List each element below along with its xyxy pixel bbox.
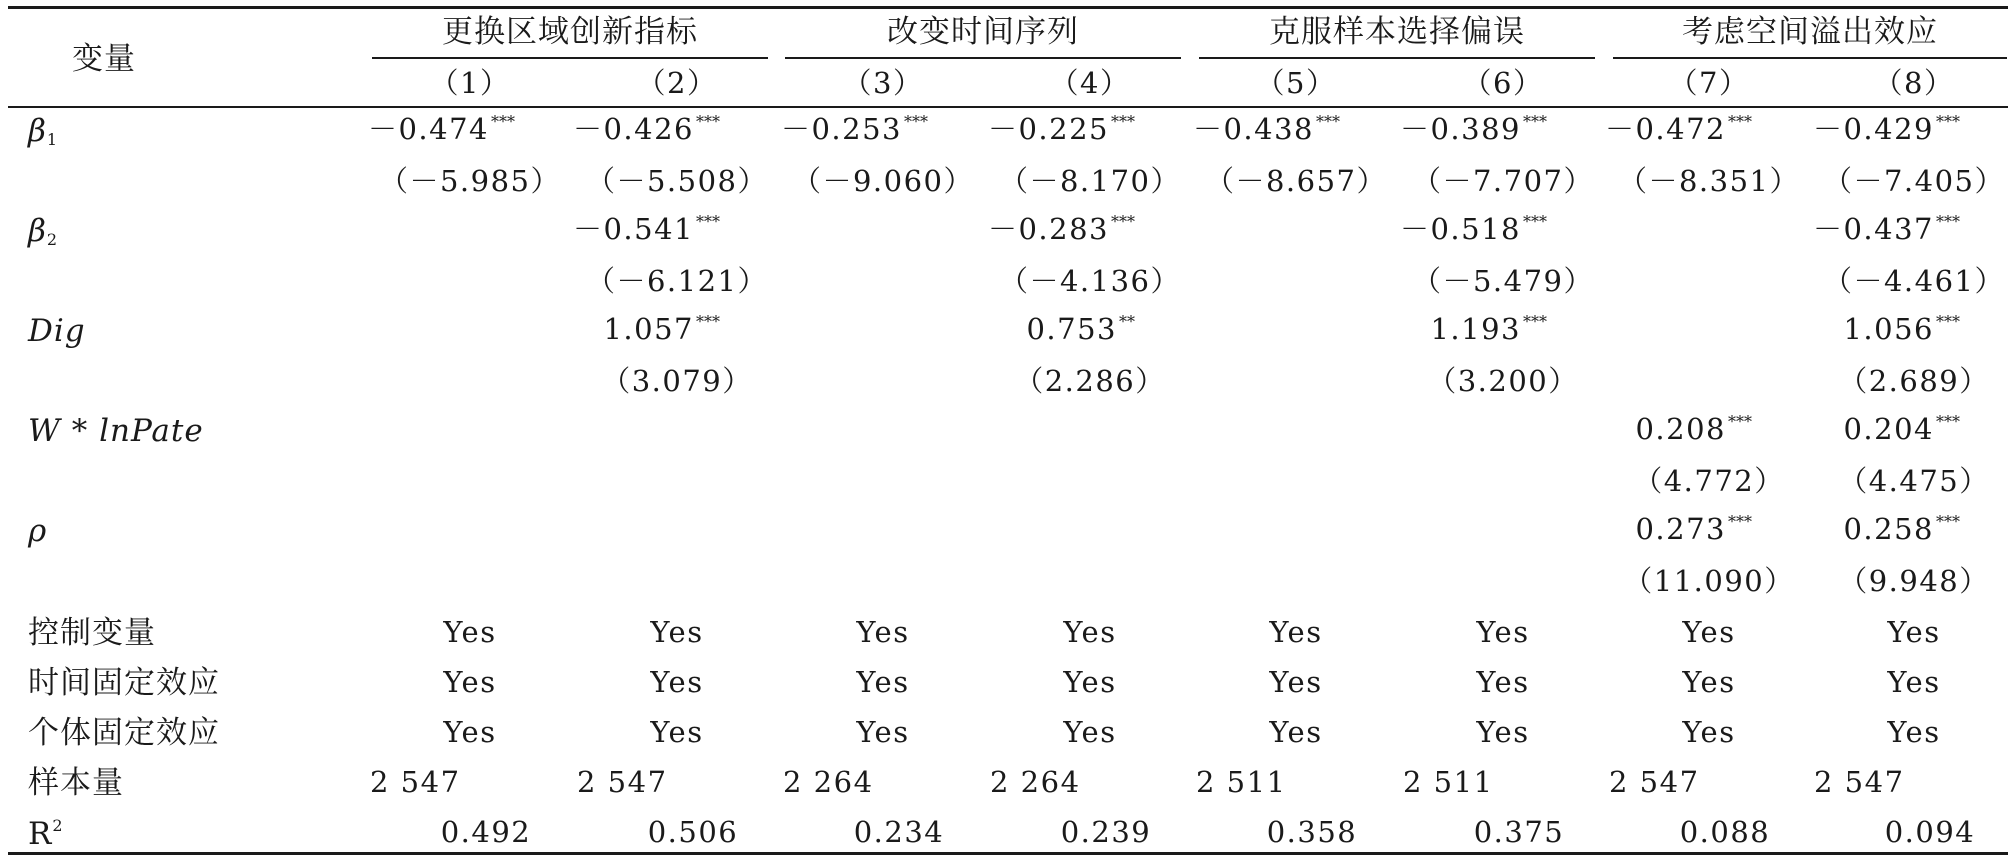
t-stat-cell: （－6.121） bbox=[585, 264, 769, 298]
control-row-label: 时间固定效应 bbox=[28, 665, 220, 701]
coef-cell bbox=[1400, 114, 1547, 144]
group-header-4: 考虑空间溢出效应 bbox=[1682, 14, 1938, 50]
r-squared-cell: 0.239 bbox=[1060, 815, 1152, 849]
control-cell: Yes bbox=[650, 665, 704, 699]
sample-size-cell: 2 511 bbox=[1196, 765, 1287, 799]
significance-stars: *** bbox=[1936, 512, 1960, 531]
coef-cell bbox=[781, 114, 928, 144]
variable-header: 变量 bbox=[72, 41, 136, 77]
coef-cell bbox=[1843, 314, 1960, 344]
significance-stars: *** bbox=[1728, 412, 1752, 431]
significance-stars: *** bbox=[1728, 112, 1752, 131]
r-squared-cell: 0.088 bbox=[1679, 815, 1771, 849]
coef-value: －0.472 bbox=[1604, 112, 1726, 146]
control-cell: Yes bbox=[856, 665, 910, 699]
column-number-7: （7） bbox=[1668, 66, 1750, 100]
significance-stars: *** bbox=[1316, 112, 1340, 131]
column-number-2: （2） bbox=[636, 66, 718, 100]
coef-value: －0.225 bbox=[987, 112, 1109, 146]
coef-cell bbox=[573, 114, 720, 144]
significance-stars: ** bbox=[1119, 312, 1135, 331]
sample-size-cell: 2 547 bbox=[1814, 765, 1905, 799]
coef-value: 0.273 bbox=[1635, 512, 1726, 546]
row-label-text: β bbox=[28, 113, 47, 149]
t-stat-cell: （3.200） bbox=[1427, 364, 1579, 398]
coef-value: －0.437 bbox=[1812, 212, 1934, 246]
group-header-3: 克服样本选择偏误 bbox=[1269, 14, 1525, 50]
significance-stars: *** bbox=[696, 312, 720, 331]
control-cell: Yes bbox=[1269, 615, 1323, 649]
coef-value: －0.253 bbox=[780, 112, 902, 146]
group-underline-4 bbox=[1613, 57, 2007, 59]
r-squared-text: R bbox=[28, 816, 53, 852]
coef-value: －0.429 bbox=[1812, 112, 1934, 146]
row-label-3 bbox=[28, 413, 204, 449]
t-stat-cell: （－7.707） bbox=[1411, 164, 1595, 198]
significance-stars: *** bbox=[1523, 112, 1547, 131]
coef-cell bbox=[573, 214, 720, 244]
r-squared-cell: 0.375 bbox=[1473, 815, 1565, 849]
coef-cell bbox=[1843, 414, 1960, 444]
control-cell: Yes bbox=[1269, 715, 1323, 749]
control-cell: Yes bbox=[650, 715, 704, 749]
t-stat-cell: （2.286） bbox=[1014, 364, 1166, 398]
control-cell: Yes bbox=[856, 615, 910, 649]
significance-stars: *** bbox=[696, 112, 720, 131]
row-label-1 bbox=[28, 213, 59, 249]
row-label-text: ρ bbox=[28, 513, 48, 549]
control-cell: Yes bbox=[443, 615, 497, 649]
control-cell: Yes bbox=[1887, 665, 1941, 699]
column-number-3: （3） bbox=[842, 66, 924, 100]
control-cell: Yes bbox=[1682, 665, 1736, 699]
coef-cell bbox=[1635, 414, 1752, 444]
coef-value: －0.541 bbox=[572, 212, 694, 246]
significance-stars: *** bbox=[1111, 212, 1135, 231]
coef-value: －0.283 bbox=[987, 212, 1109, 246]
control-cell: Yes bbox=[1476, 715, 1530, 749]
sample-size-label: 样本量 bbox=[28, 765, 124, 801]
header-rule bbox=[8, 106, 2008, 108]
control-cell: Yes bbox=[1476, 665, 1530, 699]
coef-cell bbox=[1026, 314, 1135, 344]
significance-stars: *** bbox=[1523, 212, 1547, 231]
significance-stars: *** bbox=[904, 112, 928, 131]
group-underline-3 bbox=[1199, 57, 1595, 59]
coef-value: 1.057 bbox=[603, 312, 694, 346]
column-number-5: （5） bbox=[1255, 66, 1337, 100]
coef-cell bbox=[368, 114, 515, 144]
coef-cell bbox=[1193, 114, 1340, 144]
significance-stars: *** bbox=[1936, 412, 1960, 431]
row-label-subscript: 2 bbox=[46, 230, 59, 249]
control-row-label: 控制变量 bbox=[28, 615, 156, 651]
t-stat-cell: （4.475） bbox=[1838, 464, 1990, 498]
r-squared-cell: 0.358 bbox=[1266, 815, 1358, 849]
group-header-1: 更换区域创新指标 bbox=[442, 14, 698, 50]
control-cell: Yes bbox=[1063, 615, 1117, 649]
sample-size-cell: 2 264 bbox=[990, 765, 1081, 799]
group-underline-1 bbox=[372, 57, 768, 59]
r-squared-cell: 0.094 bbox=[1884, 815, 1976, 849]
sample-size-cell: 2 264 bbox=[783, 765, 874, 799]
coef-value: －0.438 bbox=[1192, 112, 1314, 146]
coef-cell bbox=[1813, 214, 1960, 244]
top-rule bbox=[8, 6, 2008, 9]
t-stat-cell: （－8.170） bbox=[998, 164, 1182, 198]
r-squared-cell: 0.506 bbox=[647, 815, 739, 849]
t-stat-cell: （9.948） bbox=[1838, 564, 1990, 598]
t-stat-cell: （－5.508） bbox=[585, 164, 769, 198]
significance-stars: *** bbox=[1936, 312, 1960, 331]
t-stat-cell: （－4.461） bbox=[1822, 264, 2006, 298]
coef-cell bbox=[988, 114, 1135, 144]
control-cell: Yes bbox=[1682, 615, 1736, 649]
row-label-text: β bbox=[28, 213, 47, 249]
t-stat-cell: （－9.060） bbox=[791, 164, 975, 198]
r-squared-superscript: 2 bbox=[52, 816, 64, 835]
coef-value: －0.474 bbox=[367, 112, 489, 146]
row-label-subscript: 1 bbox=[46, 130, 59, 149]
t-stat-cell: （2.689） bbox=[1838, 364, 1990, 398]
group-underline-2 bbox=[785, 57, 1181, 59]
coef-cell bbox=[1430, 314, 1547, 344]
control-cell: Yes bbox=[1476, 615, 1530, 649]
row-label-0 bbox=[28, 113, 59, 149]
coef-cell bbox=[603, 314, 720, 344]
r-squared-cell: 0.234 bbox=[853, 815, 945, 849]
bottom-rule bbox=[8, 852, 2008, 855]
t-stat-cell: （4.772） bbox=[1633, 464, 1785, 498]
t-stat-cell: （－5.985） bbox=[378, 164, 562, 198]
coef-cell bbox=[1843, 514, 1960, 544]
row-label-2 bbox=[28, 313, 86, 349]
significance-stars: *** bbox=[1936, 112, 1960, 131]
coef-value: 0.753 bbox=[1026, 312, 1117, 346]
sample-size-cell: 2 547 bbox=[1609, 765, 1700, 799]
sample-size-cell: 2 547 bbox=[370, 765, 461, 799]
control-cell: Yes bbox=[1063, 665, 1117, 699]
column-number-8: （8） bbox=[1873, 66, 1955, 100]
coef-value: 1.193 bbox=[1430, 312, 1521, 346]
sample-size-cell: 2 511 bbox=[1403, 765, 1494, 799]
row-label-text: W * lnPate bbox=[28, 413, 204, 449]
control-cell: Yes bbox=[1887, 715, 1941, 749]
column-number-6: （6） bbox=[1462, 66, 1544, 100]
significance-stars: *** bbox=[696, 212, 720, 231]
coef-cell bbox=[988, 214, 1135, 244]
t-stat-cell: （－4.136） bbox=[998, 264, 1182, 298]
group-header-2: 改变时间序列 bbox=[887, 14, 1079, 50]
coef-value: －0.426 bbox=[572, 112, 694, 146]
control-cell: Yes bbox=[443, 715, 497, 749]
control-row-label: 个体固定效应 bbox=[28, 715, 220, 751]
coef-value: 0.204 bbox=[1843, 412, 1934, 446]
coef-value: －0.518 bbox=[1399, 212, 1521, 246]
coef-cell bbox=[1400, 214, 1547, 244]
t-stat-cell: （－8.657） bbox=[1204, 164, 1388, 198]
significance-stars: *** bbox=[1936, 212, 1960, 231]
t-stat-cell: （3.079） bbox=[601, 364, 753, 398]
coef-value: 0.208 bbox=[1635, 412, 1726, 446]
significance-stars: *** bbox=[1523, 312, 1547, 331]
control-cell: Yes bbox=[1682, 715, 1736, 749]
coef-value: 0.258 bbox=[1843, 512, 1934, 546]
coef-value: －0.389 bbox=[1399, 112, 1521, 146]
significance-stars: *** bbox=[1728, 512, 1752, 531]
t-stat-cell: （－7.405） bbox=[1822, 164, 2006, 198]
column-number-4: （4） bbox=[1049, 66, 1131, 100]
control-cell: Yes bbox=[1269, 665, 1323, 699]
control-cell: Yes bbox=[443, 665, 497, 699]
t-stat-cell: （11.090） bbox=[1623, 564, 1795, 598]
control-cell: Yes bbox=[856, 715, 910, 749]
coef-value: 1.056 bbox=[1843, 312, 1934, 346]
row-label-4 bbox=[28, 513, 48, 549]
row-label-text: Dig bbox=[28, 313, 86, 349]
significance-stars: *** bbox=[1111, 112, 1135, 131]
significance-stars: *** bbox=[491, 112, 515, 131]
t-stat-cell: （－8.351） bbox=[1617, 164, 1801, 198]
r-squared-label bbox=[28, 818, 64, 850]
coef-cell bbox=[1605, 114, 1752, 144]
column-number-1: （1） bbox=[429, 66, 511, 100]
t-stat-cell: （－5.479） bbox=[1411, 264, 1595, 298]
coef-cell bbox=[1635, 514, 1752, 544]
r-squared-cell: 0.492 bbox=[440, 815, 532, 849]
control-cell: Yes bbox=[1063, 715, 1117, 749]
control-cell: Yes bbox=[650, 615, 704, 649]
sample-size-cell: 2 547 bbox=[577, 765, 668, 799]
control-cell: Yes bbox=[1887, 615, 1941, 649]
coef-cell bbox=[1813, 114, 1960, 144]
